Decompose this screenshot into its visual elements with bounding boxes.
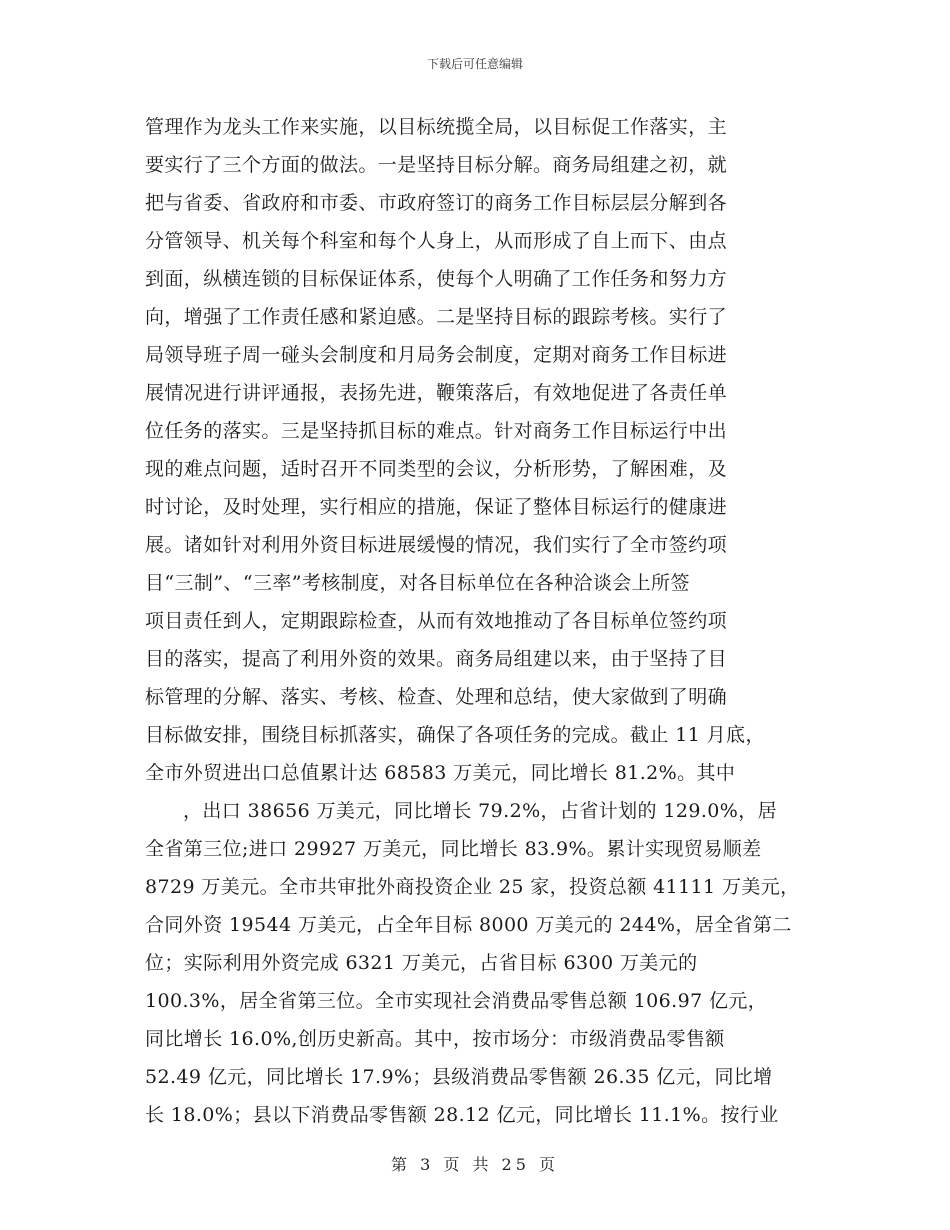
text-line: 分管领导、机关每个科室和每个人身上，从而形成了自上而下、由点	[145, 230, 728, 252]
text-line: 合同外资 19544 万美元，占全年目标 8000 万美元的 244%，居全省第二	[145, 914, 792, 936]
text-line: 向，增强了工作责任感和紧迫感。二是坚持目标的跟踪考核。实行了	[145, 306, 728, 328]
text-line: 标管理的分解、落实、考核、检查、处理和总结，使大家做到了明确	[145, 686, 728, 708]
text-line: 管理作为龙头工作来实施，以目标统揽全局，以目标促工作落实，主	[145, 116, 728, 138]
text-line: 局领导班子周一碰头会制度和月局务会制度，定期对商务工作目标进	[145, 344, 728, 366]
text-line: 100.3%，居全省第三位。全市实现社会消费品零售总额 106.97 亿元，	[145, 990, 768, 1012]
text-line: 全省第三位;进口 29927 万美元，同比增长 83.9%。累计实现贸易顺差	[145, 838, 762, 860]
text-line: 目“三制”、“三率”考核制度，对各目标单位在各种洽谈会上所签	[145, 572, 690, 594]
text-line: 8729 万美元。全市共审批外商投资企业 25 家，投资总额 41111 万美元，	[145, 876, 800, 898]
text-line: 要实行了三个方面的做法。一是坚持目标分解。商务局组建之初，就	[145, 154, 728, 176]
text-line: 长 18.0%；县以下消费品零售额 28.12 亿元，同比增长 11.1%。按行业	[145, 1104, 779, 1126]
text-line: 展情况进行讲评通报，表扬先进，鞭策落后，有效地促进了各责任单	[145, 382, 728, 404]
text-line: 时讨论，及时处理，实行相应的措施，保证了整体目标运行的健康进	[145, 496, 728, 518]
text-line: 把与省委、省政府和市委、市政府签订的商务工作目标层层分解到各	[145, 192, 728, 214]
text-line: ，出口 38656 万美元，同比增长 79.2%，占省计划的 129.0%，居	[183, 800, 778, 822]
page-number: 第 3 页 共 25 页	[391, 1155, 559, 1174]
text-line: 目标做安排，围绕目标抓落实，确保了各项任务的完成。截止 11 月底，	[145, 724, 765, 746]
text-line: 全市外贸进出口总值累计达 68583 万美元，同比增长 81.2%。其中	[145, 762, 736, 784]
text-line: 到面，纵横连锁的目标保证体系，使每个人明确了工作任务和努力方	[145, 268, 728, 290]
text-line: 展。诸如针对利用外资目标进展缓慢的情况，我们实行了全市签约项	[145, 534, 728, 556]
text-line: 同比增长 16.0%,创历史新高。其中，按市场分：市级消费品零售额	[145, 1028, 725, 1050]
text-line: 52.49 亿元，同比增长 17.9%；县级消费品零售额 26.35 亿元，同比增	[145, 1066, 773, 1088]
text-line: 位；实际利用外资完成 6321 万美元，占省目标 6300 万美元的	[145, 952, 698, 974]
text-line: 现的难点问题，适时召开不同类型的会议，分析形势，了解困难，及	[145, 458, 728, 480]
text-line: 位任务的落实。三是坚持抓目标的难点。针对商务工作目标运行中出	[145, 420, 728, 442]
page-header: 下载后可任意编辑	[426, 57, 523, 71]
text-line: 目的落实，提高了利用外资的效果。商务局组建以来，由于坚持了目	[145, 648, 728, 670]
text-line: 项目责任到人，定期跟踪检查，从而有效地推动了各目标单位签约项	[145, 610, 728, 632]
document-body	[145, 108, 815, 1134]
